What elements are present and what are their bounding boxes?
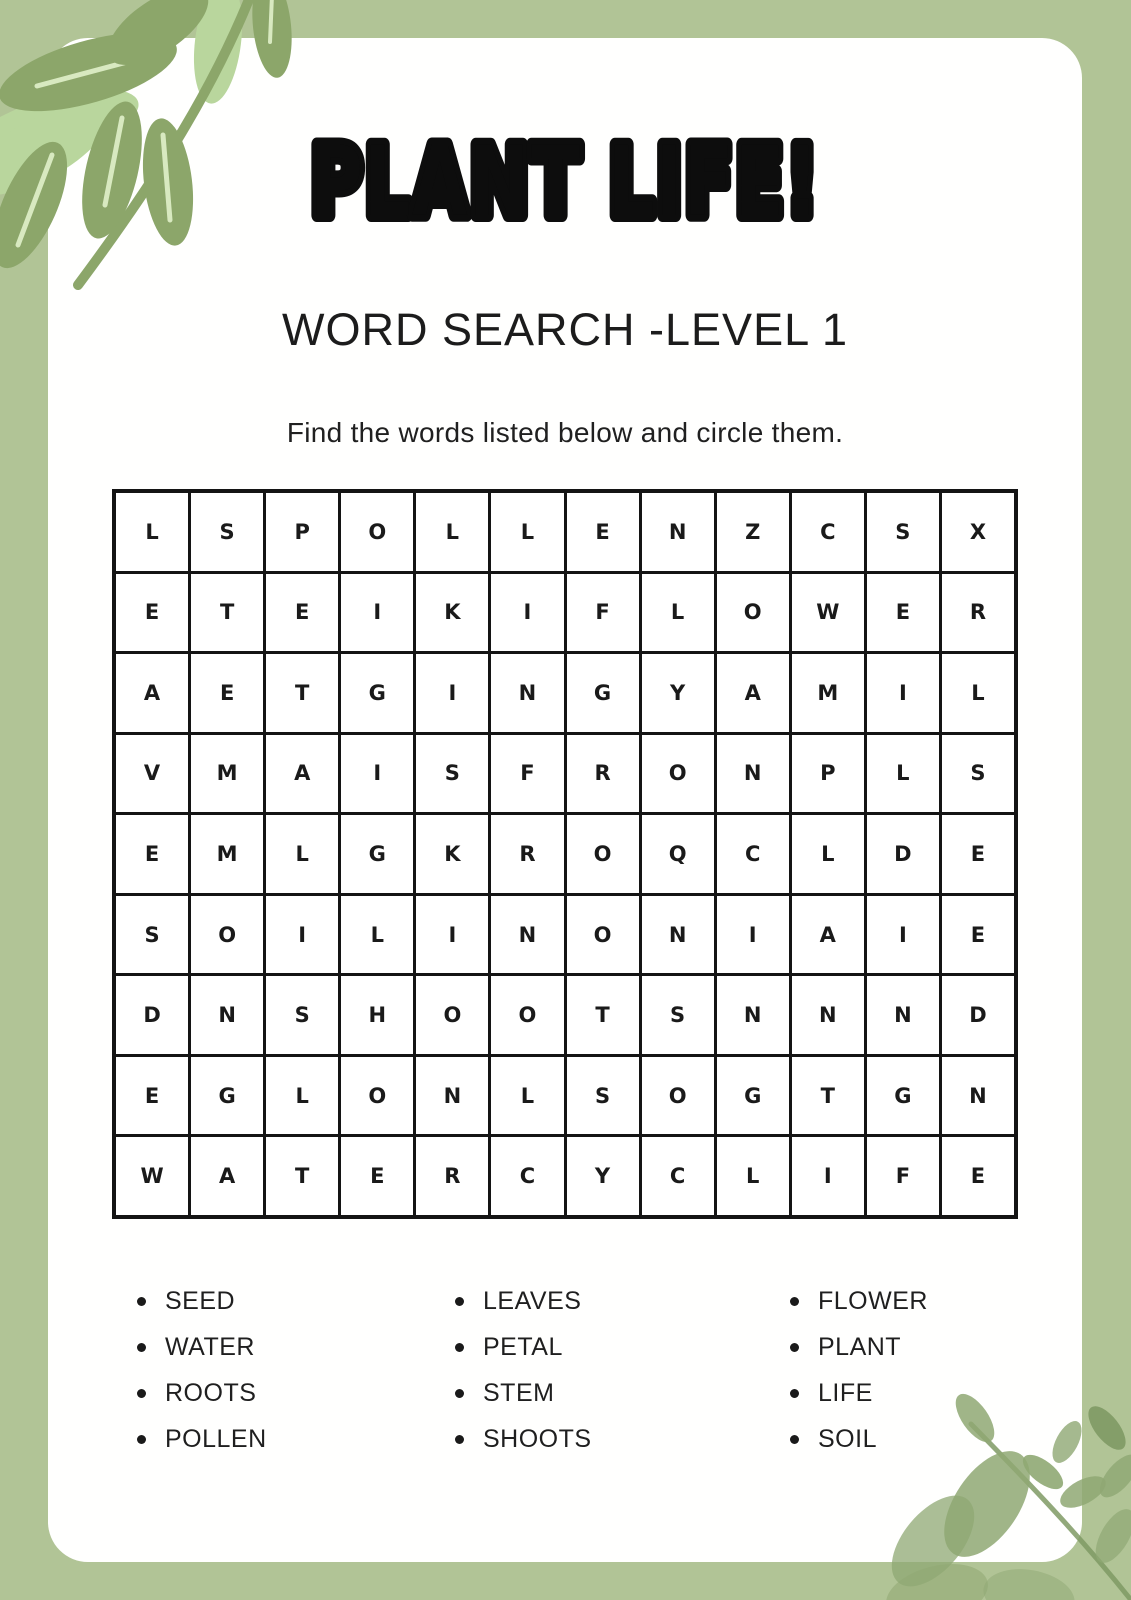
bullet-icon xyxy=(455,1389,464,1398)
grid-cell: Z xyxy=(717,493,789,571)
grid-cell: O xyxy=(567,815,639,893)
grid-cell: O xyxy=(341,1057,413,1135)
grid-cell: S xyxy=(191,493,263,571)
grid-cell: Y xyxy=(567,1137,639,1215)
grid-cell: K xyxy=(416,574,488,652)
grid-cell: E xyxy=(191,654,263,732)
word-column-2 xyxy=(455,1278,592,1462)
grid-cell: C xyxy=(717,815,789,893)
olive-branch-illustration xyxy=(0,0,310,290)
grid-cell: A xyxy=(792,896,864,974)
word-text: ROOTS xyxy=(165,1378,257,1407)
grid-cell: F xyxy=(567,574,639,652)
grid-cell: P xyxy=(792,735,864,813)
bullet-icon xyxy=(790,1389,799,1398)
grid-cell: O xyxy=(567,896,639,974)
grid-cell: F xyxy=(867,1137,939,1215)
bullet-icon xyxy=(137,1343,146,1352)
grid-cell: T xyxy=(266,654,338,732)
grid-cell: I xyxy=(341,574,413,652)
grid-cell: Q xyxy=(642,815,714,893)
grid-cell: I xyxy=(266,896,338,974)
grid-cell: O xyxy=(341,493,413,571)
word-text: SOIL xyxy=(818,1424,877,1453)
grid-cell: E xyxy=(942,815,1014,893)
bullet-icon xyxy=(455,1435,464,1444)
word-list-item xyxy=(455,1278,592,1324)
word-text: FLOWER xyxy=(818,1286,928,1315)
grid-cell: I xyxy=(416,896,488,974)
grid-cell: I xyxy=(717,896,789,974)
grid-cell: O xyxy=(416,976,488,1054)
grid-cell: O xyxy=(642,1057,714,1135)
word-text: LIFE xyxy=(818,1378,873,1407)
grid-cell: R xyxy=(567,735,639,813)
grid-cell: G xyxy=(341,815,413,893)
grid-cell: T xyxy=(567,976,639,1054)
grid-cell: C xyxy=(792,493,864,571)
grid-cell: L xyxy=(491,493,563,571)
word-list-item xyxy=(137,1324,267,1370)
word-list-item xyxy=(790,1324,928,1370)
grid-cell: S xyxy=(116,896,188,974)
grid-cell: N xyxy=(717,735,789,813)
grid-cell: T xyxy=(792,1057,864,1135)
grid-cell: A xyxy=(717,654,789,732)
grid-cell: I xyxy=(416,654,488,732)
grid-cell: M xyxy=(792,654,864,732)
grid-cell: W xyxy=(792,574,864,652)
word-list-item xyxy=(455,1370,592,1416)
word-list-item xyxy=(455,1416,592,1462)
word-list-item xyxy=(790,1278,928,1324)
grid-cell: S xyxy=(416,735,488,813)
grid-cell: C xyxy=(642,1137,714,1215)
grid-cell: R xyxy=(491,815,563,893)
grid-cell: W xyxy=(116,1137,188,1215)
word-text: PETAL xyxy=(483,1332,563,1361)
grid-cell: H xyxy=(341,976,413,1054)
word-column-1 xyxy=(137,1278,267,1462)
grid-cell: T xyxy=(191,574,263,652)
grid-cell: G xyxy=(567,654,639,732)
grid-cell: A xyxy=(116,654,188,732)
grid-cell: L xyxy=(491,1057,563,1135)
word-text: WATER xyxy=(165,1332,255,1361)
grid-cell: E xyxy=(942,896,1014,974)
bullet-icon xyxy=(137,1435,146,1444)
grid-cell: S xyxy=(567,1057,639,1135)
grid-cell: L xyxy=(717,1137,789,1215)
grid-cell: M xyxy=(191,735,263,813)
grid-cell: E xyxy=(942,1137,1014,1215)
grid-cell: E xyxy=(341,1137,413,1215)
grid-cell: T xyxy=(266,1137,338,1215)
grid-cell: D xyxy=(116,976,188,1054)
watercolor-leaf-shapes xyxy=(879,1388,1131,1600)
grid-cell: I xyxy=(867,654,939,732)
bullet-icon xyxy=(455,1343,464,1352)
grid-cell: K xyxy=(416,815,488,893)
grid-cell: L xyxy=(266,1057,338,1135)
grid-cell: L xyxy=(867,735,939,813)
grid-cell: D xyxy=(867,815,939,893)
grid-cell: E xyxy=(116,815,188,893)
word-text: SHOOTS xyxy=(483,1424,592,1453)
word-text: POLLEN xyxy=(165,1424,267,1453)
word-text: STEM xyxy=(483,1378,555,1407)
word-list-item xyxy=(137,1416,267,1462)
grid-cell: O xyxy=(717,574,789,652)
grid-cell: O xyxy=(642,735,714,813)
grid-cell: L xyxy=(642,574,714,652)
word-list-item xyxy=(137,1370,267,1416)
grid-cell: V xyxy=(116,735,188,813)
grid-cell: N xyxy=(191,976,263,1054)
grid-cell: S xyxy=(642,976,714,1054)
grid-cell: L xyxy=(341,896,413,974)
grid-cell: G xyxy=(191,1057,263,1135)
grid-cell: P xyxy=(266,493,338,571)
grid-cell: O xyxy=(191,896,263,974)
grid-cell: N xyxy=(491,896,563,974)
grid-cell: E xyxy=(867,574,939,652)
grid-cell: N xyxy=(642,493,714,571)
grid-cell: N xyxy=(717,976,789,1054)
grid-cell: N xyxy=(642,896,714,974)
watercolor-leaves-illustration xyxy=(879,1376,1131,1600)
grid-cell: A xyxy=(266,735,338,813)
grid-cell: D xyxy=(942,976,1014,1054)
grid-cell: N xyxy=(792,976,864,1054)
grid-cell: S xyxy=(266,976,338,1054)
bullet-icon xyxy=(790,1435,799,1444)
grid-cell: M xyxy=(191,815,263,893)
grid-cell: N xyxy=(491,654,563,732)
grid-cell: L xyxy=(266,815,338,893)
word-search-grid xyxy=(112,489,1018,1219)
grid-cell: E xyxy=(567,493,639,571)
grid-cell: L xyxy=(942,654,1014,732)
grid-cell: I xyxy=(341,735,413,813)
page-subtitle: WORD SEARCH -LEVEL 1 xyxy=(282,304,848,355)
grid-cell: F xyxy=(491,735,563,813)
grid-cell: E xyxy=(266,574,338,652)
grid-cell: R xyxy=(942,574,1014,652)
grid-cell: N xyxy=(416,1057,488,1135)
word-list-item xyxy=(455,1324,592,1370)
grid-cell: I xyxy=(792,1137,864,1215)
grid-cell: S xyxy=(867,493,939,571)
bullet-icon xyxy=(455,1297,464,1306)
grid-cell: E xyxy=(116,1057,188,1135)
grid-cell: S xyxy=(942,735,1014,813)
bullet-icon xyxy=(137,1297,146,1306)
grid-cell: A xyxy=(191,1137,263,1215)
grid-cell: N xyxy=(942,1057,1014,1135)
instruction-text: Find the words listed below and circle them. xyxy=(286,417,844,448)
grid-cell: G xyxy=(341,654,413,732)
grid-cell: G xyxy=(717,1057,789,1135)
grid-cell: N xyxy=(867,976,939,1054)
grid-cell: R xyxy=(416,1137,488,1215)
grid-cell: I xyxy=(491,574,563,652)
word-text: LEAVES xyxy=(483,1286,582,1315)
grid-cell: E xyxy=(116,574,188,652)
grid-cell: C xyxy=(491,1137,563,1215)
grid-cell: G xyxy=(867,1057,939,1135)
word-text: PLANT xyxy=(818,1332,902,1361)
bullet-icon xyxy=(790,1297,799,1306)
grid-cell: L xyxy=(792,815,864,893)
grid-cell: I xyxy=(867,896,939,974)
word-list-item xyxy=(137,1278,267,1324)
grid-cell: X xyxy=(942,493,1014,571)
grid-cell: L xyxy=(416,493,488,571)
word-text: SEED xyxy=(165,1286,236,1315)
grid-cell: Y xyxy=(642,654,714,732)
bullet-icon xyxy=(137,1389,146,1398)
grid-cell: O xyxy=(491,976,563,1054)
grid-cell: L xyxy=(116,493,188,571)
bullet-icon xyxy=(790,1343,799,1352)
page-title: PLANT LIFE! xyxy=(310,126,820,238)
